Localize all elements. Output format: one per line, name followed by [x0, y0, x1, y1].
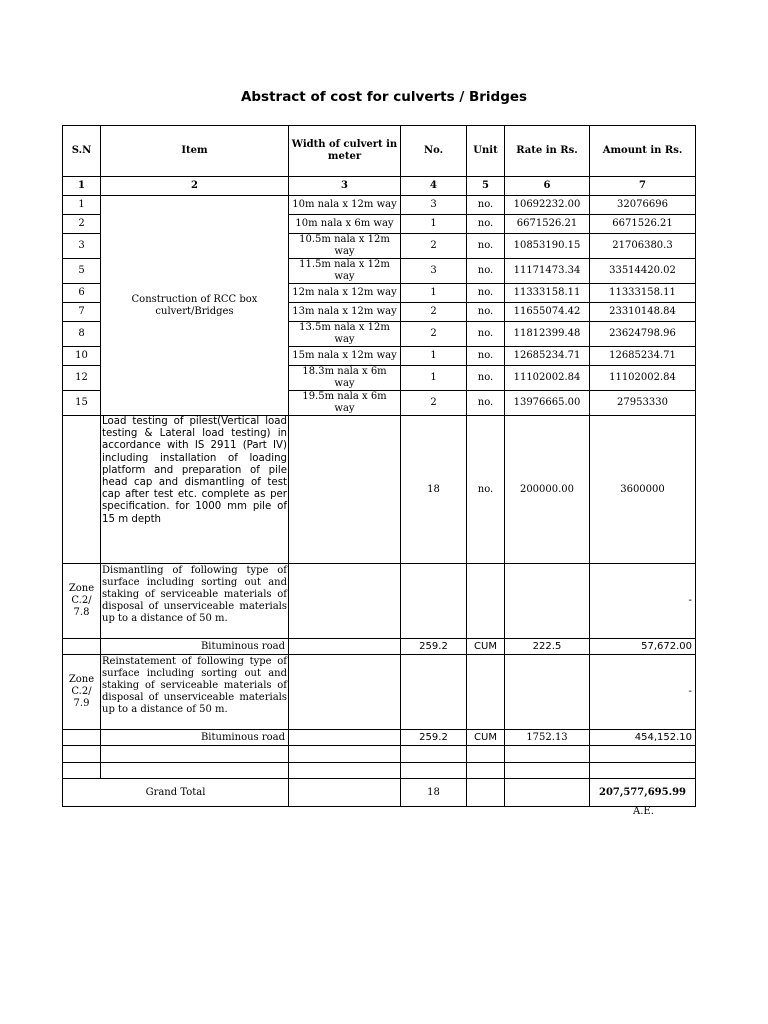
load-testing-text: Load testing of pilest(Vertical load testing & Lateral load testing) in accordance with IS 2911 (Part IV) including installation of loading platform and preparation of pile head cap and dismantling of test cap after test etc. complete as per specification. for 1000 mm pile of 15 m depth	[102, 416, 287, 525]
rate-cell	[505, 655, 590, 730]
unit-cell: no.	[467, 234, 505, 259]
width-cell: 10m nala x 12m way	[289, 196, 401, 215]
sn-cell: 2	[63, 215, 101, 234]
rate-cell: 13976665.00	[505, 391, 590, 416]
empty-row	[63, 746, 696, 763]
width-cell: 15m nala x 12m way	[289, 347, 401, 366]
empty-row	[63, 763, 696, 779]
width-cell	[289, 779, 401, 807]
unit-cell: no.	[467, 322, 505, 347]
amount-cell: 23624798.96	[590, 322, 696, 347]
grand-total-label: Grand Total	[63, 779, 289, 807]
width-cell	[289, 416, 401, 564]
sn-cell: 6	[63, 284, 101, 303]
rate-cell: 6671526.21	[505, 215, 590, 234]
sn-cell: 10	[63, 347, 101, 366]
amount-cell: 12685234.71	[590, 347, 696, 366]
unit-cell: no.	[467, 347, 505, 366]
sn-cell: 5	[63, 259, 101, 284]
column-number: 5	[467, 177, 505, 196]
header-item: Item	[101, 126, 289, 177]
rate-cell: 10853190.15	[505, 234, 590, 259]
amount-cell: 27953330	[590, 391, 696, 416]
unit-cell: no.	[467, 196, 505, 215]
dismantling-item: Dismantling of following type of surface including sorting out and staking of serviceable materials of disposal of unserviceable materials up to a distance of 50 m.	[101, 564, 289, 639]
sn-cell	[63, 639, 101, 655]
rate-cell: 11102002.84	[505, 366, 590, 391]
zone-cell: Zone C.2/ 7.9	[63, 655, 101, 730]
header-sn: S.N	[63, 126, 101, 177]
amount-cell: 32076696	[590, 196, 696, 215]
unit-cell	[467, 779, 505, 807]
sn-cell: 15	[63, 391, 101, 416]
reinstatement-item: Reinstatement of following type of surface including sorting out and staking of serviceable materials of disposal of unserviceable materials up to a distance of 50 m.	[101, 655, 289, 730]
rate-cell: 12685234.71	[505, 347, 590, 366]
rate-cell: 11171473.34	[505, 259, 590, 284]
rate-cell: 10692232.00	[505, 196, 590, 215]
unit-cell: no.	[467, 215, 505, 234]
rate-cell: 11655074.42	[505, 303, 590, 322]
no-cell: 259.2	[401, 730, 467, 746]
rate-cell: 200000.00	[505, 416, 590, 564]
width-cell: 19.5m nala x 6m way	[289, 391, 401, 416]
column-number: 1	[63, 177, 101, 196]
no-cell: 2	[401, 322, 467, 347]
dismantling-row	[63, 564, 696, 639]
amount-cell: 33514420.02	[590, 259, 696, 284]
sub-item-cell: Bituminous road	[101, 639, 289, 655]
grand-total-row	[63, 779, 696, 807]
reinstatement-row	[63, 655, 696, 730]
amount-cell: -	[590, 655, 696, 730]
sn-cell	[63, 730, 101, 746]
rate-cell: 1752.13	[505, 730, 590, 746]
rate-cell	[505, 564, 590, 639]
amount-cell: 454,152.10	[590, 730, 696, 746]
width-cell: 13m nala x 12m way	[289, 303, 401, 322]
column-number: 3	[289, 177, 401, 196]
column-number: 7	[590, 177, 696, 196]
load-testing-item	[101, 416, 289, 564]
sn-cell: 1	[63, 196, 101, 215]
no-cell: 2	[401, 234, 467, 259]
width-cell: 10m nala x 6m way	[289, 215, 401, 234]
header-rate: Rate in Rs.	[505, 126, 590, 177]
no-cell: 1	[401, 347, 467, 366]
amount-cell: 3600000	[590, 416, 696, 564]
column-number-row	[63, 177, 696, 196]
sn-cell: 7	[63, 303, 101, 322]
amount-cell: 21706380.3	[590, 234, 696, 259]
no-cell: 18	[401, 416, 467, 564]
rate-cell	[505, 779, 590, 807]
no-cell: 2	[401, 303, 467, 322]
rcc-item-cell: Construction of RCC box culvert/Bridges	[101, 196, 289, 416]
dismantling-sub-row	[63, 639, 696, 655]
header-no: No.	[401, 126, 467, 177]
load-testing-row	[63, 416, 696, 564]
header-row	[63, 126, 696, 177]
unit-cell	[467, 655, 505, 730]
no-cell	[401, 564, 467, 639]
amount-cell: 23310148.84	[590, 303, 696, 322]
no-cell: 3	[401, 196, 467, 215]
unit-cell: no.	[467, 259, 505, 284]
unit-cell: no.	[467, 391, 505, 416]
no-cell: 18	[401, 779, 467, 807]
no-cell: 1	[401, 215, 467, 234]
width-cell: 13.5m nala x 12m way	[289, 322, 401, 347]
sn-cell: 8	[63, 322, 101, 347]
width-cell: 10.5m nala x 12m way	[289, 234, 401, 259]
header-unit: Unit	[467, 126, 505, 177]
unit-cell	[467, 564, 505, 639]
reinstatement-sub-row	[63, 730, 696, 746]
unit-cell: CUM	[467, 730, 505, 746]
sn-cell: 12	[63, 366, 101, 391]
width-cell	[289, 730, 401, 746]
width-cell: 18.3m nala x 6m way	[289, 366, 401, 391]
amount-cell: 11102002.84	[590, 366, 696, 391]
column-number: 6	[505, 177, 590, 196]
column-number: 2	[101, 177, 289, 196]
unit-cell: no.	[467, 303, 505, 322]
amount-cell: 6671526.21	[590, 215, 696, 234]
unit-cell: CUM	[467, 639, 505, 655]
no-cell: 1	[401, 366, 467, 391]
width-cell: 12m nala x 12m way	[289, 284, 401, 303]
sub-item-cell: Bituminous road	[101, 730, 289, 746]
rate-cell: 11812399.48	[505, 322, 590, 347]
amount-cell: -	[590, 564, 696, 639]
cost-abstract-table	[62, 125, 696, 807]
header-width: Width of culvert in meter	[289, 126, 401, 177]
width-cell: 11.5m nala x 12m way	[289, 259, 401, 284]
unit-cell: no.	[467, 366, 505, 391]
no-cell: 2	[401, 391, 467, 416]
column-number: 4	[401, 177, 467, 196]
unit-cell: no.	[467, 284, 505, 303]
width-cell	[289, 655, 401, 730]
zone-cell: Zone C.2/ 7.8	[63, 564, 101, 639]
width-cell	[289, 639, 401, 655]
header-amount: Amount in Rs.	[590, 126, 696, 177]
rate-cell: 11333158.11	[505, 284, 590, 303]
sn-cell: 3	[63, 234, 101, 259]
page-title: Abstract of cost for culverts / Bridges	[240, 89, 528, 105]
sn-cell	[63, 416, 101, 564]
table-row	[63, 196, 696, 215]
amount-cell: 11333158.11	[590, 284, 696, 303]
rate-cell: 222.5	[505, 639, 590, 655]
no-cell: 259.2	[401, 639, 467, 655]
grand-total-amount: 207,577,695.99	[590, 779, 696, 807]
signature: A.E.	[633, 806, 654, 817]
no-cell	[401, 655, 467, 730]
no-cell: 3	[401, 259, 467, 284]
amount-cell: 57,672.00	[590, 639, 696, 655]
no-cell: 1	[401, 284, 467, 303]
unit-cell: no.	[467, 416, 505, 564]
width-cell	[289, 564, 401, 639]
